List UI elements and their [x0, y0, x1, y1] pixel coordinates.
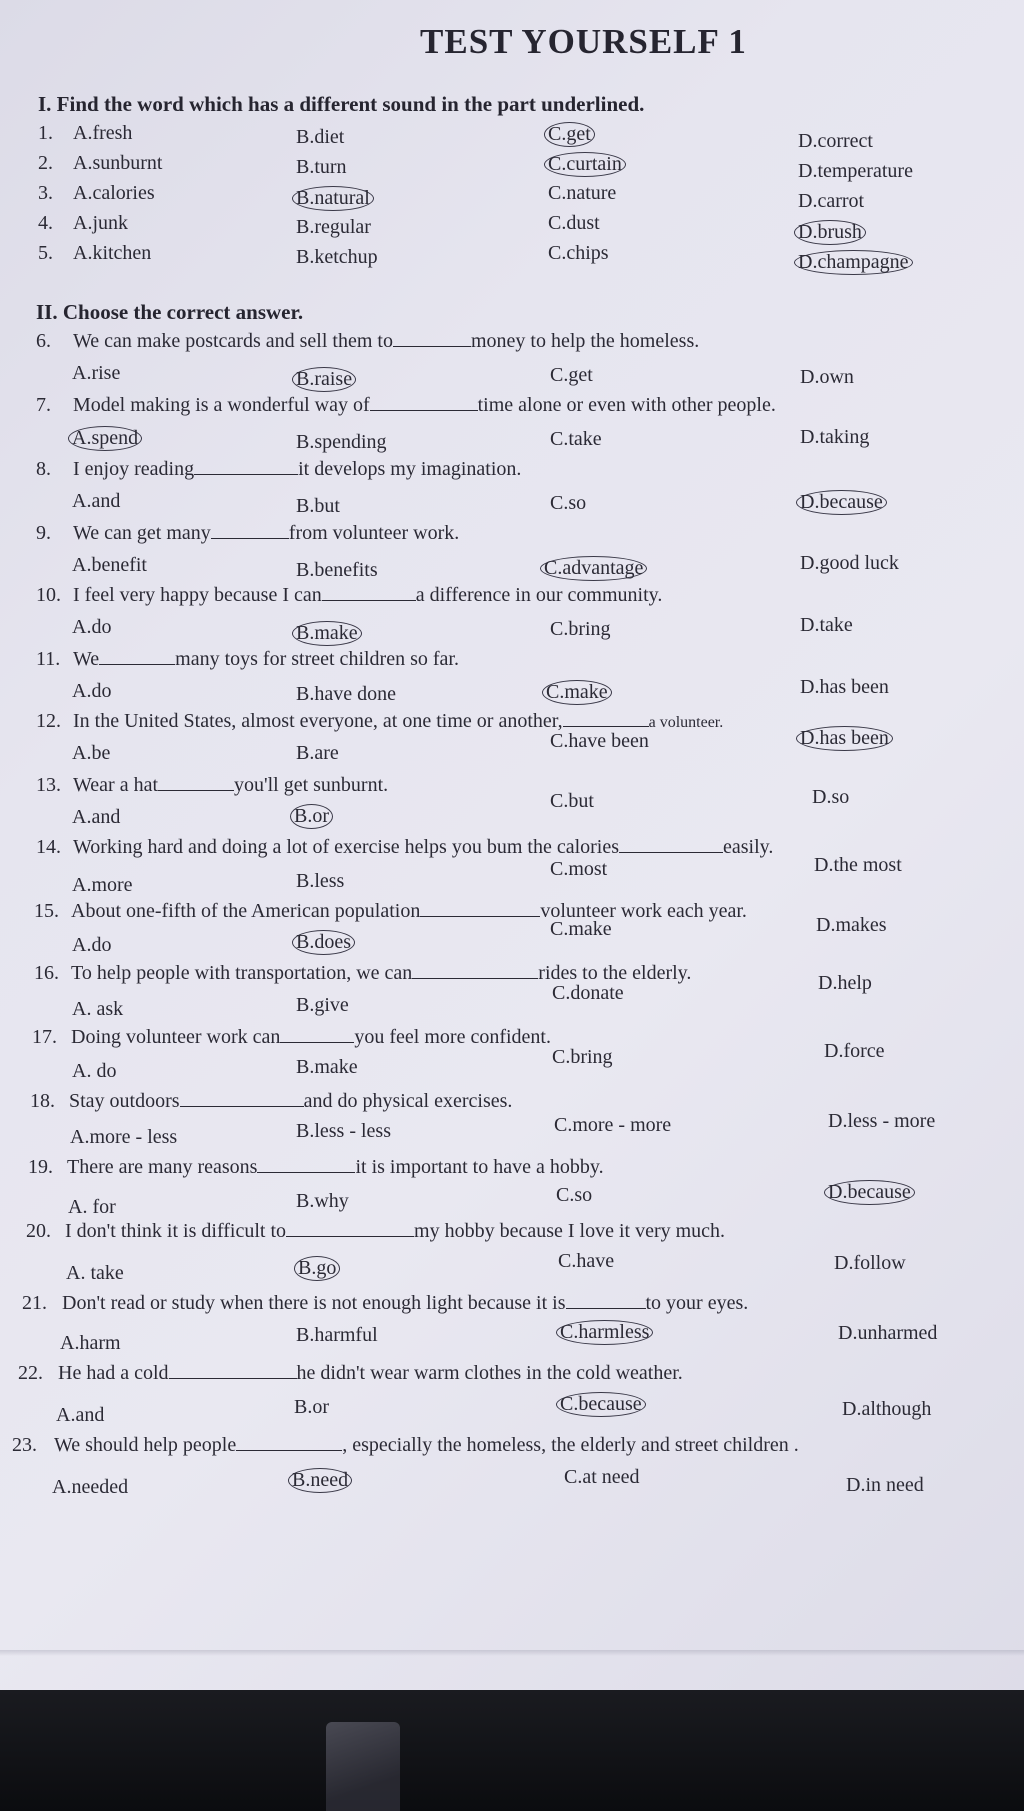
page-title: TEST YOURSELF 1 — [420, 22, 747, 61]
question-text-end: rides to the elderly. — [538, 962, 692, 984]
option-b: B.diet — [296, 126, 345, 148]
option-c: C.most — [550, 858, 608, 880]
option-d-circled: D.champagne — [794, 250, 913, 275]
question-row — [0, 122, 1024, 154]
option-a-circled: A.spend — [68, 426, 142, 451]
desk-background — [0, 1690, 1024, 1811]
option-a: A.kitchen — [73, 242, 152, 264]
section-2-heading: II. Choose the correct answer. — [36, 300, 304, 324]
option-b: B.but — [296, 495, 340, 517]
options-row — [0, 676, 1024, 712]
option-d: D.help — [818, 972, 872, 994]
option-b-circled: B.natural — [292, 186, 374, 211]
question-line — [0, 1362, 1024, 1394]
option-a: A.harm — [60, 1332, 121, 1354]
option-a: A.and — [72, 490, 121, 512]
question-line — [0, 1434, 1024, 1466]
option-a: A.calories — [73, 182, 155, 204]
question-number: 19. — [28, 1156, 53, 1178]
option-b: B.ketchup — [296, 246, 378, 268]
option-a: A.more - less — [70, 1126, 178, 1148]
paper-fold-shadow — [0, 1650, 1024, 1656]
question-line — [0, 1220, 1024, 1252]
option-b-circled: B.go — [294, 1256, 340, 1281]
option-b: B.less — [296, 870, 345, 892]
question-text-start: We should help people — [54, 1434, 237, 1456]
question-text-start: In the United States, almost everyone, at one time or another, — [73, 710, 563, 732]
option-c: C.get — [550, 364, 593, 386]
question-text-start: I don't think it is difficult to — [65, 1220, 287, 1242]
question-number: 9. — [36, 522, 51, 544]
question-number: 21. — [22, 1292, 47, 1314]
question-text-end: a difference in our community. — [415, 584, 663, 606]
option-c: C.so — [550, 492, 587, 514]
question-text-start: Don't read or study when there is not enough light because it is — [62, 1292, 566, 1314]
question-number: 15. — [34, 900, 59, 922]
option-a: A.and — [72, 806, 121, 828]
options-row — [0, 854, 1024, 898]
question-number: 7. — [36, 394, 51, 416]
question-text-start: We can make postcards and sell them to — [73, 330, 393, 352]
question-text-end: you'll get sunburnt. — [234, 774, 389, 796]
question-number: 22. — [18, 1362, 43, 1384]
option-a: A. for — [68, 1196, 116, 1218]
option-a: A.fresh — [73, 122, 133, 144]
answer-blank — [280, 1026, 354, 1043]
question-number: 1. — [38, 122, 53, 144]
option-d: D.good luck — [800, 552, 899, 574]
option-b-circled: B.or — [290, 804, 333, 829]
question-number: 23. — [12, 1434, 37, 1456]
answer-blank — [412, 962, 538, 979]
option-b: B.benefits — [296, 559, 378, 581]
question-number: 2. — [38, 152, 53, 174]
option-b: B.regular — [296, 216, 371, 238]
option-d: D.force — [824, 1040, 885, 1062]
question-text-end: easily. — [723, 836, 774, 858]
option-d: D.carrot — [798, 190, 865, 212]
answer-blank — [169, 1362, 297, 1379]
question-row — [0, 212, 1024, 244]
answer-blank — [393, 330, 471, 347]
question-text-start: I enjoy reading — [73, 458, 195, 480]
option-d-circled: D.brush — [794, 220, 866, 245]
option-d: D.less - more — [828, 1110, 936, 1132]
question-text-end: volunteer work each year. — [540, 900, 747, 922]
option-b-circled: B.does — [292, 930, 355, 955]
option-b: B.are — [296, 742, 339, 764]
option-d: D.correct — [798, 130, 873, 152]
option-c-circled: C.make — [542, 680, 612, 705]
option-b-circled: B.make — [292, 621, 362, 646]
question-number: 4. — [38, 212, 53, 234]
question-text-start: I feel very happy because I can — [73, 584, 322, 606]
option-d: D.unharmed — [838, 1322, 938, 1344]
answer-blank — [158, 774, 234, 791]
option-c: C.but — [550, 790, 594, 812]
question-text-end: time alone or even with other people. — [477, 394, 776, 416]
options-row — [0, 490, 1024, 522]
option-a: A.do — [72, 680, 112, 702]
question-text-end: many toys for street children so far. — [175, 648, 459, 670]
answer-blank — [322, 584, 416, 601]
option-a: A.and — [56, 1404, 105, 1426]
question-text-start: He had a cold — [58, 1362, 169, 1384]
question-text-start: We can get many — [73, 522, 211, 544]
option-c: C.dust — [548, 212, 600, 234]
option-d: D.taking — [800, 426, 870, 448]
options-row — [0, 1393, 1024, 1430]
question-text-start: About one-fifth of the American population — [71, 900, 421, 922]
option-c-circled: C.curtain — [544, 152, 626, 177]
answer-blank — [211, 522, 289, 539]
options-row — [0, 786, 1024, 836]
answer-blank — [286, 1220, 414, 1237]
option-a: A. take — [66, 1262, 124, 1284]
option-b: B.spending — [296, 431, 387, 453]
question-number: 10. — [36, 584, 61, 606]
option-c: C.donate — [552, 982, 624, 1004]
option-c: C.take — [550, 428, 602, 450]
options-row — [0, 1181, 1024, 1222]
options-row — [0, 554, 1024, 586]
option-c-circled: C.harmless — [556, 1320, 653, 1345]
question-line — [0, 458, 1024, 490]
object-shadow — [326, 1722, 400, 1811]
option-a: A.benefit — [72, 554, 147, 576]
option-c: C.bring — [550, 618, 611, 640]
question-number: 14. — [36, 836, 61, 858]
question-row — [0, 152, 1024, 184]
question-number: 17. — [32, 1026, 57, 1048]
option-c-circled: C.get — [544, 122, 595, 147]
options-row — [0, 914, 1024, 962]
answer-blank — [194, 458, 298, 475]
answer-blank — [99, 648, 175, 665]
question-line — [0, 774, 1024, 806]
option-a: A.more — [72, 874, 133, 896]
option-b: B.harmful — [296, 1324, 378, 1346]
question-text-start: To help people with transportation, we can — [71, 962, 413, 984]
answer-blank — [257, 1156, 355, 1173]
option-b-circled: B.raise — [292, 367, 356, 392]
question-row — [0, 182, 1024, 214]
options-row — [0, 1321, 1024, 1358]
option-c-circled: C.advantage — [540, 556, 647, 581]
options-row — [0, 616, 1024, 648]
option-b: B.turn — [296, 156, 347, 178]
option-d: D.take — [800, 614, 853, 636]
question-line — [0, 584, 1024, 616]
answer-blank — [619, 836, 723, 853]
option-a: A.sunburnt — [73, 152, 163, 174]
option-c: C.have — [558, 1250, 615, 1272]
question-text-end: he didn't wear warm clothes in the cold weather. — [296, 1362, 683, 1384]
option-c: C.nature — [548, 182, 617, 204]
question-text-end: , especially the homeless, the elderly and street children . — [342, 1434, 799, 1456]
question-number: 16. — [34, 962, 59, 984]
option-d-circled: D.because — [796, 490, 887, 515]
options-row — [0, 1466, 1024, 1502]
answer-blank — [370, 394, 478, 411]
question-text-end: it is important to have a hobby. — [355, 1156, 604, 1178]
question-text-end: to your eyes. — [645, 1292, 749, 1314]
question-row — [0, 242, 1024, 274]
option-b: B.or — [294, 1396, 329, 1418]
question-number: 5. — [38, 242, 53, 264]
question-text-start: Doing volunteer work can — [71, 1026, 281, 1048]
options-row — [0, 1110, 1024, 1152]
question-text-end: from volunteer work. — [288, 522, 460, 544]
question-line — [0, 1292, 1024, 1324]
option-c-circled: C.because — [556, 1392, 646, 1417]
options-row — [0, 362, 1024, 394]
option-c: C.chips — [548, 242, 609, 264]
option-b-circled: B.need — [288, 1468, 352, 1493]
option-a: A.be — [72, 742, 111, 764]
option-d: D.follow — [834, 1252, 906, 1274]
options-row — [0, 426, 1024, 458]
question-number: 6. — [36, 330, 51, 352]
question-number: 8. — [36, 458, 51, 480]
option-d: D.in need — [846, 1474, 924, 1496]
question-text-end: it develops my imagination. — [298, 458, 522, 480]
question-text-start: There are many reasons — [67, 1156, 258, 1178]
options-row — [0, 1250, 1024, 1290]
options-row — [0, 727, 1024, 772]
option-a: A.junk — [73, 212, 128, 234]
question-text-start: We — [73, 648, 100, 670]
question-number: 18. — [30, 1090, 55, 1112]
question-text-start: Working hard and doing a lot of exercise helps you bum the calories — [73, 836, 620, 858]
question-line — [0, 330, 1024, 362]
options-row — [0, 1040, 1024, 1088]
option-b: B.have done — [296, 683, 396, 705]
option-d-circled: D.has been — [796, 726, 893, 751]
option-d: D.so — [812, 786, 850, 808]
question-number: 13. — [36, 774, 61, 796]
question-text-end: my hobby because I love it very much. — [414, 1220, 726, 1242]
question-text-end: and do physical exercises. — [303, 1090, 513, 1112]
option-a: A.needed — [52, 1476, 129, 1498]
question-number: 3. — [38, 182, 53, 204]
option-b: B.give — [296, 994, 349, 1016]
option-c: C.at need — [564, 1466, 640, 1488]
option-a: A.rise — [72, 362, 121, 384]
option-b: B.less - less — [296, 1120, 391, 1142]
option-c: C.bring — [552, 1046, 613, 1068]
answer-blank — [563, 710, 649, 727]
option-b: B.make — [296, 1056, 358, 1078]
question-text-end: a volunteer. — [648, 714, 724, 731]
option-a: A.do — [72, 616, 112, 638]
answer-blank — [566, 1292, 646, 1309]
question-text-end: you feel more confident. — [354, 1026, 551, 1048]
question-text-end: money to help the homeless. — [470, 330, 700, 352]
option-d: D.the most — [814, 854, 902, 876]
option-d: D.has been — [800, 676, 889, 698]
question-number: 11. — [36, 648, 61, 670]
question-text-start: Stay outdoors — [69, 1090, 180, 1112]
question-number: 12. — [36, 710, 61, 732]
option-d: D.although — [842, 1398, 932, 1420]
option-d: D.own — [800, 366, 854, 388]
question-line — [0, 522, 1024, 554]
option-c: C.have been — [550, 730, 649, 752]
option-b: B.why — [296, 1190, 349, 1212]
question-number: 20. — [26, 1220, 51, 1242]
answer-blank — [236, 1434, 342, 1451]
question-text-start: Wear a hat — [73, 774, 158, 796]
option-a: A. do — [72, 1060, 117, 1082]
option-c: C.so — [556, 1184, 593, 1206]
option-a: A. ask — [72, 998, 124, 1020]
answer-blank — [420, 900, 540, 917]
question-text-start: Model making is a wonderful way of — [73, 394, 370, 416]
option-d-circled: D.because — [824, 1180, 915, 1205]
option-c: C.more - more — [554, 1114, 672, 1136]
option-a: A.do — [72, 934, 112, 956]
option-d: D.temperature — [798, 160, 913, 182]
option-d: D.makes — [816, 914, 887, 936]
option-c: C.make — [550, 918, 612, 940]
question-line — [0, 394, 1024, 426]
section-1-heading: I. Find the word which has a different sound in the part underlined. — [38, 92, 645, 116]
answer-blank — [180, 1090, 304, 1107]
